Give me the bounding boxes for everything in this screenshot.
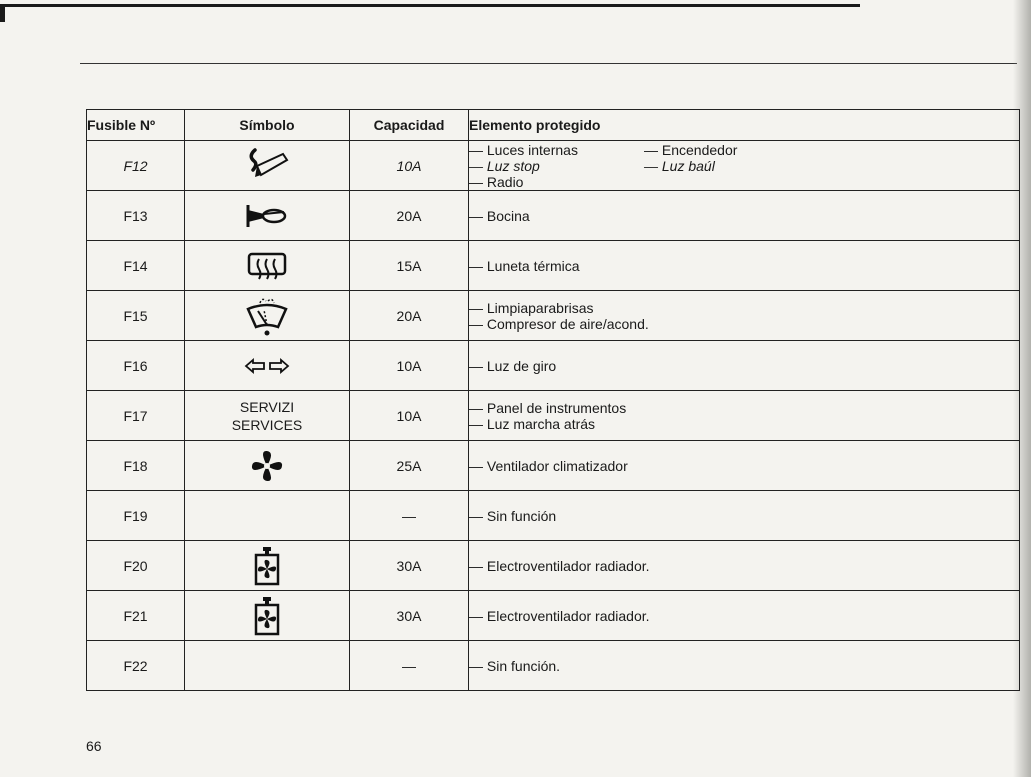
table-row (87, 341, 1020, 391)
element-item: — Sin función. (469, 641, 1020, 691)
element-item: — Electroventilador radiador. (469, 541, 1020, 591)
top-border-line (0, 4, 860, 7)
radiator-fan-icon (253, 546, 281, 586)
element-item: — Bocina (469, 191, 1020, 241)
fuse-number: F13 (87, 191, 185, 241)
fuse-number: F12 (87, 141, 185, 191)
header-rule (80, 63, 1017, 64)
element-item: — Luz marcha atrás (469, 415, 596, 432)
symbol-cell (185, 141, 350, 191)
element-item: — Compresor de aire/acond. (469, 315, 649, 332)
element-item: — Luneta térmica (469, 241, 1020, 291)
protected-elements (469, 291, 1020, 341)
table-row (87, 591, 1020, 641)
radiator-fan-icon (253, 596, 281, 636)
element-item: — Limpiaparabrisas (469, 299, 594, 316)
table-row (87, 141, 1020, 191)
table-row (87, 241, 1020, 291)
table-row (87, 441, 1020, 491)
capacity-value: 30A (350, 591, 469, 641)
symbol-text: SERVIZI (239, 398, 295, 415)
element-item: — Ventilador climatizador (469, 441, 1020, 491)
element-item: — Electroventilador radiador. (469, 591, 1020, 641)
symbol-cell (185, 291, 350, 341)
symbol-cell (185, 591, 350, 641)
element-item: — Luces internas (469, 141, 578, 158)
capacity-value: — (350, 491, 469, 541)
capacity-value: 10A (350, 341, 469, 391)
header-element: Elemento protegido (469, 110, 1020, 141)
windshield-wiper-washer-icon (244, 295, 290, 337)
table-row (87, 541, 1020, 591)
element-item: — Radio (469, 173, 524, 190)
table-header-row (87, 110, 1020, 141)
symbol-cell (185, 241, 350, 291)
symbol-cell (185, 441, 350, 491)
fuse-number: F16 (87, 341, 185, 391)
fuse-number: F15 (87, 291, 185, 341)
capacity-value: 25A (350, 441, 469, 491)
horn-icon (244, 201, 290, 231)
table-row (87, 291, 1020, 341)
protected-elements (469, 141, 1020, 191)
capacity-value: — (350, 641, 469, 691)
capacity-value: 30A (350, 541, 469, 591)
fuse-number: F19 (87, 491, 185, 541)
symbol-cell (185, 541, 350, 591)
fuse-number: F17 (87, 391, 185, 441)
element-item: — Encendedor (644, 141, 738, 158)
table-row (87, 641, 1020, 691)
capacity-value: 20A (350, 291, 469, 341)
capacity-value: 20A (350, 191, 469, 241)
symbol-cell (185, 391, 350, 441)
fuse-number: F14 (87, 241, 185, 291)
header-fuse: Fusible Nº (87, 110, 185, 141)
fuse-number: F18 (87, 441, 185, 491)
page-number: 66 (86, 738, 102, 754)
header-symbol: Símbolo (185, 110, 350, 141)
protected-elements (469, 391, 1020, 441)
symbol-cell (185, 641, 350, 691)
fuse-table (86, 109, 1020, 691)
turn-signal-arrows-icon (244, 357, 290, 375)
table-row (87, 391, 1020, 441)
element-item: — Sin función (469, 491, 1020, 541)
symbol-cell (185, 491, 350, 541)
fuse-number: F21 (87, 591, 185, 641)
fuse-number: F20 (87, 541, 185, 591)
capacity-value: 10A (350, 391, 469, 441)
capacity-value: 10A (350, 141, 469, 191)
element-item: — Panel de instrumentos (469, 399, 627, 416)
element-item: — Luz stop (469, 157, 540, 174)
fan-icon (249, 448, 285, 484)
element-item: — Luz de giro (469, 341, 1020, 391)
symbol-text: SERVICES (231, 416, 303, 433)
fuse-number: F22 (87, 641, 185, 691)
symbol-cell (185, 191, 350, 241)
table-row (87, 491, 1020, 541)
top-border-corner (0, 4, 5, 22)
cigarette-lighter-icon (243, 148, 291, 184)
table-row (87, 191, 1020, 241)
symbol-cell (185, 341, 350, 391)
header-capacity: Capacidad (350, 110, 469, 141)
element-item: — Luz baúl (644, 157, 715, 174)
capacity-value: 15A (350, 241, 469, 291)
rear-window-defrost-icon (246, 251, 288, 281)
